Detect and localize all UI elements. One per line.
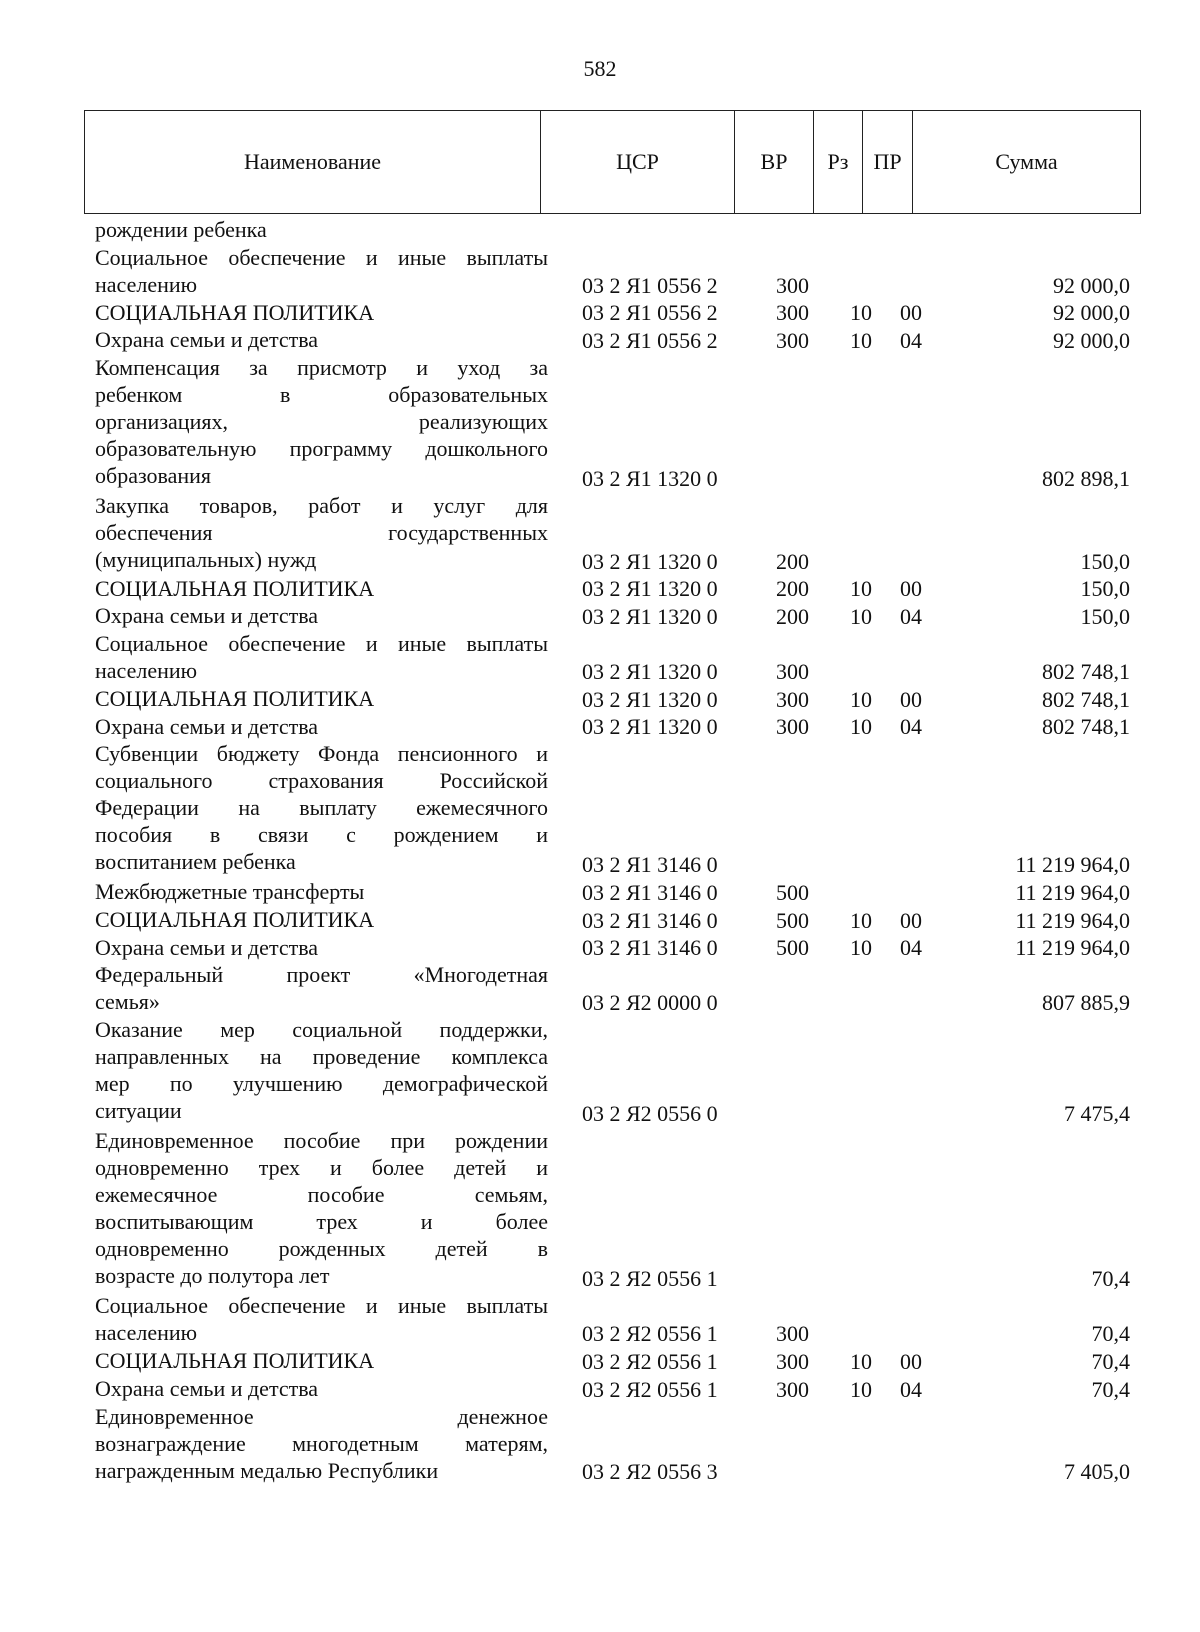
row-rz: 10 — [850, 935, 872, 961]
row-name-line: обеспечения государственных — [95, 519, 548, 545]
table-row — [0, 1375, 1200, 1403]
row-sum: 150,0 — [1080, 576, 1130, 602]
header-rz: Рз — [814, 111, 863, 214]
row-name-line: вознаграждение многодетным матерям, — [95, 1430, 548, 1456]
row-name — [95, 934, 548, 961]
table-row — [0, 961, 1200, 1016]
row-csr: 03 2 Я1 0556 2 — [582, 327, 718, 353]
row-name — [95, 1016, 548, 1124]
row-name — [95, 1292, 548, 1346]
row-vr: 500 — [776, 935, 809, 961]
row-rz: 10 — [850, 686, 872, 712]
row-vr: 300 — [776, 300, 809, 326]
row-sum: 802 898,1 — [1042, 465, 1130, 491]
row-vr: 300 — [776, 659, 809, 685]
row-pr: 00 — [900, 686, 922, 712]
row-name-line: СОЦИАЛЬНАЯ ПОЛИТИКА — [95, 299, 375, 325]
header-csr: ЦСР — [541, 111, 735, 214]
row-sum: 150,0 — [1080, 603, 1130, 629]
table-row — [0, 575, 1200, 603]
row-csr: 03 2 Я1 1320 0 — [582, 576, 718, 602]
header-sum: Сумма — [913, 111, 1141, 214]
row-name-line: семья» — [95, 989, 160, 1015]
row-vr: 300 — [776, 1321, 809, 1347]
row-name-line: Федеральный проект «Многодетная — [95, 962, 548, 988]
row-sum: 802 748,1 — [1042, 686, 1130, 712]
row-name-line: ситуации — [95, 1098, 182, 1124]
row-name-line: Закупка товаров, работ и услуг для — [95, 492, 548, 518]
row-csr: 03 2 Я2 0000 0 — [582, 990, 718, 1016]
row-name — [95, 326, 548, 353]
row-rz: 10 — [850, 327, 872, 353]
row-name-line: Социальное обеспечение и иные выплаты — [95, 244, 548, 270]
row-vr: 300 — [776, 686, 809, 712]
row-csr: 03 2 Я1 1320 0 — [582, 659, 718, 685]
table-row — [0, 740, 1200, 878]
row-name-line: СОЦИАЛЬНАЯ ПОЛИТИКА — [95, 1348, 375, 1374]
row-sum: 11 219 964,0 — [1015, 935, 1130, 961]
row-csr: 03 2 Я1 1320 0 — [582, 465, 718, 491]
row-sum: 7 475,4 — [1064, 1100, 1130, 1126]
row-name — [95, 216, 548, 243]
row-name-line: Социальное обеспечение и иные выплаты — [95, 630, 548, 656]
row-name-line: Охрана семьи и детства — [95, 1376, 319, 1402]
row-name-line: СОЦИАЛЬНАЯ ПОЛИТИКА — [95, 575, 375, 601]
header-pr: ПР — [863, 111, 913, 214]
row-name — [95, 244, 548, 298]
row-sum: 802 748,1 — [1042, 714, 1130, 740]
row-name — [95, 740, 548, 875]
row-name-line: СОЦИАЛЬНАЯ ПОЛИТИКА — [95, 906, 375, 932]
row-name-line: одновременно трех и более детей и — [95, 1154, 548, 1180]
row-pr: 04 — [900, 603, 922, 629]
row-sum: 11 219 964,0 — [1015, 879, 1130, 905]
row-pr: 00 — [900, 1349, 922, 1375]
header-vr: ВР — [735, 111, 814, 214]
row-sum: 11 219 964,0 — [1015, 907, 1130, 933]
table-row — [0, 1403, 1200, 1486]
row-name-line: ежемесячное пособие семьям, — [95, 1181, 548, 1207]
row-name-line: Федерации на выплату ежемесячного — [95, 795, 548, 821]
row-name-line: воспитывающим трех и более — [95, 1208, 548, 1234]
row-name — [95, 961, 548, 1015]
row-vr: 500 — [776, 879, 809, 905]
row-name-line: Единовременное пособие при рождении — [95, 1127, 548, 1153]
row-csr: 03 2 Я1 1320 0 — [582, 714, 718, 740]
row-name-line: рождении ребенка — [95, 217, 267, 242]
table-body — [0, 216, 1200, 1485]
row-name — [95, 1127, 548, 1289]
row-vr: 300 — [776, 1349, 809, 1375]
row-name-line: ребенком в образовательных — [95, 381, 548, 407]
row-name-line: пособия в связи с рождением и — [95, 822, 548, 848]
row-csr: 03 2 Я1 1320 0 — [582, 686, 718, 712]
table-row — [0, 244, 1200, 299]
row-sum: 807 885,9 — [1042, 990, 1130, 1016]
row-vr: 200 — [776, 603, 809, 629]
row-rz: 10 — [850, 1376, 872, 1402]
row-name-line: организациях, реализующих — [95, 408, 548, 434]
row-name — [95, 602, 548, 629]
row-name-line: Межбюджетные трансферты — [95, 879, 365, 905]
row-pr: 04 — [900, 1376, 922, 1402]
table-row — [0, 1016, 1200, 1126]
row-vr: 300 — [776, 272, 809, 298]
row-name — [95, 1403, 548, 1484]
table-row — [0, 216, 1200, 244]
row-sum: 92 000,0 — [1053, 272, 1130, 298]
row-name-line: образовательную программу дошкольного — [95, 435, 548, 461]
row-sum: 70,4 — [1091, 1321, 1130, 1347]
row-name-line: награжденным медалью Республики — [95, 1457, 439, 1483]
row-vr: 200 — [776, 548, 809, 574]
row-csr: 03 2 Я1 3146 0 — [582, 879, 718, 905]
row-csr: 03 2 Я1 1320 0 — [582, 548, 718, 574]
row-csr: 03 2 Я2 0556 1 — [582, 1266, 718, 1292]
row-name-line: населению — [95, 657, 198, 683]
row-name-line: Оказание мер социальной поддержки, — [95, 1017, 548, 1043]
row-sum: 802 748,1 — [1042, 659, 1130, 685]
row-rz: 10 — [850, 576, 872, 602]
row-name — [95, 906, 548, 933]
row-csr: 03 2 Я1 0556 2 — [582, 300, 718, 326]
row-name — [95, 1375, 548, 1402]
row-pr: 04 — [900, 714, 922, 740]
table-row — [0, 934, 1200, 962]
row-sum: 7 405,0 — [1064, 1459, 1130, 1485]
row-csr: 03 2 Я1 3146 0 — [582, 935, 718, 961]
row-name — [95, 299, 548, 326]
header-name: Наименование — [85, 111, 541, 214]
table-row — [0, 1347, 1200, 1375]
row-name-line: образования — [95, 462, 212, 488]
row-rz: 10 — [850, 714, 872, 740]
row-name — [95, 575, 548, 602]
row-sum: 70,4 — [1091, 1349, 1130, 1375]
row-name-line: Охрана семьи и детства — [95, 327, 319, 353]
row-name — [95, 354, 548, 489]
table-row — [0, 326, 1200, 354]
row-name-line: социального страхования Российской — [95, 768, 548, 794]
row-csr: 03 2 Я1 3146 0 — [582, 907, 718, 933]
table-row — [0, 713, 1200, 741]
row-pr: 04 — [900, 935, 922, 961]
row-name-line: населению — [95, 1320, 198, 1346]
row-name — [95, 685, 548, 712]
row-rz: 10 — [850, 1349, 872, 1375]
row-name-line: (муниципальных) нужд — [95, 546, 317, 572]
row-name — [95, 878, 548, 905]
row-rz: 10 — [850, 603, 872, 629]
row-csr: 03 2 Я1 1320 0 — [582, 603, 718, 629]
table-row — [0, 354, 1200, 492]
row-pr: 04 — [900, 327, 922, 353]
row-rz: 10 — [850, 907, 872, 933]
row-vr: 300 — [776, 327, 809, 353]
row-name-line: Субвенции бюджету Фонда пенсионного и — [95, 741, 548, 767]
row-csr: 03 2 Я2 0556 1 — [582, 1349, 718, 1375]
row-vr: 500 — [776, 907, 809, 933]
row-vr: 200 — [776, 576, 809, 602]
table-row — [0, 630, 1200, 685]
row-name — [95, 713, 548, 740]
row-pr: 00 — [900, 300, 922, 326]
row-name-line: Компенсация за присмотр и уход за — [95, 354, 548, 380]
row-name-line: возрасте до полутора лет — [95, 1262, 330, 1288]
page-number: 582 — [583, 56, 617, 81]
row-name-line: одновременно рожденных детей в — [95, 1235, 548, 1261]
table-header — [84, 110, 1141, 214]
row-vr: 300 — [776, 714, 809, 740]
row-name-line: Социальное обеспечение и иные выплаты — [95, 1293, 548, 1319]
row-sum: 150,0 — [1080, 548, 1130, 574]
row-csr: 03 2 Я2 0556 1 — [582, 1376, 718, 1402]
row-name — [95, 1347, 548, 1374]
row-name — [95, 630, 548, 684]
row-sum: 92 000,0 — [1053, 300, 1130, 326]
row-csr: 03 2 Я1 3146 0 — [582, 852, 718, 878]
row-pr: 00 — [900, 576, 922, 602]
table-row — [0, 1127, 1200, 1293]
row-name-line: воспитанием ребенка — [95, 849, 296, 875]
row-sum: 70,4 — [1091, 1266, 1130, 1292]
row-name-line: Охрана семьи и детства — [95, 934, 319, 960]
row-csr: 03 2 Я2 0556 0 — [582, 1100, 718, 1126]
row-name-line: населению — [95, 271, 198, 297]
row-csr: 03 2 Я1 0556 2 — [582, 272, 718, 298]
row-sum: 11 219 964,0 — [1015, 852, 1130, 878]
row-vr: 300 — [776, 1376, 809, 1402]
row-sum: 70,4 — [1091, 1376, 1130, 1402]
table-row — [0, 685, 1200, 713]
row-name-line: Единовременное денежное — [95, 1403, 548, 1429]
row-sum: 92 000,0 — [1053, 327, 1130, 353]
table-row — [0, 1292, 1200, 1347]
row-name-line: Охрана семьи и детства — [95, 603, 319, 629]
row-rz: 10 — [850, 300, 872, 326]
table-row — [0, 906, 1200, 934]
row-name — [95, 492, 548, 573]
table-row — [0, 299, 1200, 327]
row-csr: 03 2 Я2 0556 1 — [582, 1321, 718, 1347]
row-name-line: Охрана семьи и детства — [95, 713, 319, 739]
row-csr: 03 2 Я2 0556 3 — [582, 1459, 718, 1485]
table-row — [0, 602, 1200, 630]
row-pr: 00 — [900, 907, 922, 933]
row-name-line: мер по улучшению демографической — [95, 1071, 548, 1097]
row-name-line: направленных на проведение комплекса — [95, 1044, 548, 1070]
table-row — [0, 878, 1200, 906]
table-row — [0, 492, 1200, 575]
row-name-line: СОЦИАЛЬНАЯ ПОЛИТИКА — [95, 686, 375, 712]
